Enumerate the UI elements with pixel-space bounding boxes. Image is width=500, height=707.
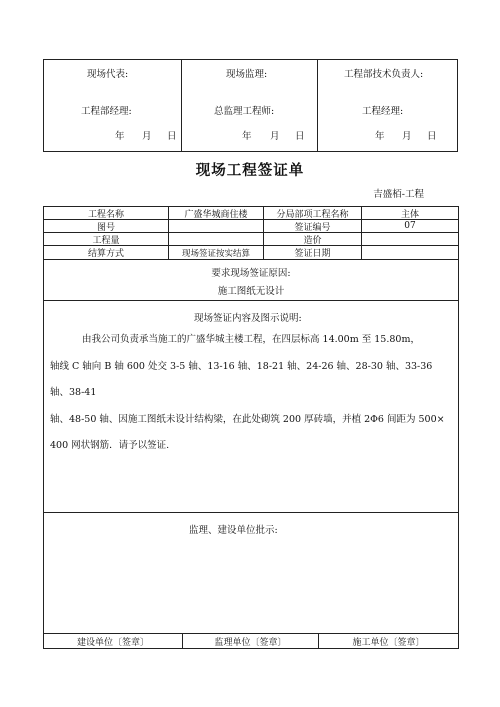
signature-column-3 [317,60,457,151]
visa-form [43,206,459,649]
date-day: 日 [427,131,437,142]
date-month: 月 [270,131,280,142]
field-value [361,246,458,259]
field-value: 07 [361,220,458,232]
field-label: 签证编号 [263,220,361,232]
date-year: 年 [242,131,252,142]
field-value [168,220,263,232]
reason-label: 要求现场签证原因: [211,268,291,279]
signer-supervision: 监理单位〔签章〕 [182,634,318,648]
chief-supervisor-label: 总监理工程师: [214,106,275,117]
date-month: 月 [142,131,152,142]
reason-section [44,260,458,301]
field-value: 现场签证按实结算 [168,246,263,259]
form-row-project-name [44,207,458,220]
date-month: 月 [402,131,412,142]
approval-label: 监理、建设单位批示: [189,525,278,536]
field-value: 主体 [361,207,458,219]
content-line: 轴线 C 轴向 B 轴 600 处交 3-5 轴、13-16 轴、18-21 轴、24-26 轴、28-30 轴、33-36 轴、38-41 [50,360,433,398]
field-label: 结算方式 [87,249,124,259]
content-section [44,301,458,513]
content-label: 现场签证内容及图示说明: [194,313,302,324]
signature-column-1 [44,60,181,151]
form-row-quantity [44,233,458,246]
signature-column-2 [181,60,317,151]
signature-block [43,59,458,152]
reason-text: 施工图纸无设计 [217,286,285,297]
field-label: 工程量 [92,235,120,246]
date-year: 年 [375,131,385,142]
field-value: 广盛华城商住楼 [168,207,263,219]
form-row-drawing-no [44,220,458,233]
field-value [361,233,458,245]
date-year: 年 [115,131,125,142]
form-row-settlement [44,246,458,260]
signer-contractor: 施工单位〔签章〕 [318,634,458,648]
manager-label: 工程部经理: [81,106,132,117]
field-label: 签证日期 [263,246,361,259]
date-day: 日 [167,131,177,142]
date-day: 日 [295,131,305,142]
content-line: 400 网状钢筋．请予以签证. [50,440,170,451]
content-line: 轴、48-50 轴、因施工图纸未设计结构梁，在此处砌筑 200 厚砖墙，并植 2Φ6 间距为 500× [50,413,445,425]
site-rep-label: 现场代表: [87,69,129,80]
tech-lead-label: 工程部技术负责人: [344,69,424,80]
field-label: 分局部项工程名称 [263,207,361,219]
content-paragraph [50,327,454,460]
signers-row [44,633,458,648]
approval-section [44,513,458,633]
project-manager-label: 工程经理: [362,106,404,117]
field-label: 图号 [96,222,115,233]
document-title: 现场工程签证单 [195,162,305,179]
field-label: 造价 [263,233,361,245]
content-line: 由我公司负责承当施工的广盛华城主楼工程，在四层标高 14.00m 至 15.80m， [82,334,420,345]
document-reference: 吉盛栢-工程 [373,189,424,200]
field-value [168,233,263,245]
signer-construction: 建设单位〔签章〕 [76,637,149,648]
field-label: 工程名称 [87,209,124,220]
site-supervisor-label: 现场监理: [226,69,268,80]
